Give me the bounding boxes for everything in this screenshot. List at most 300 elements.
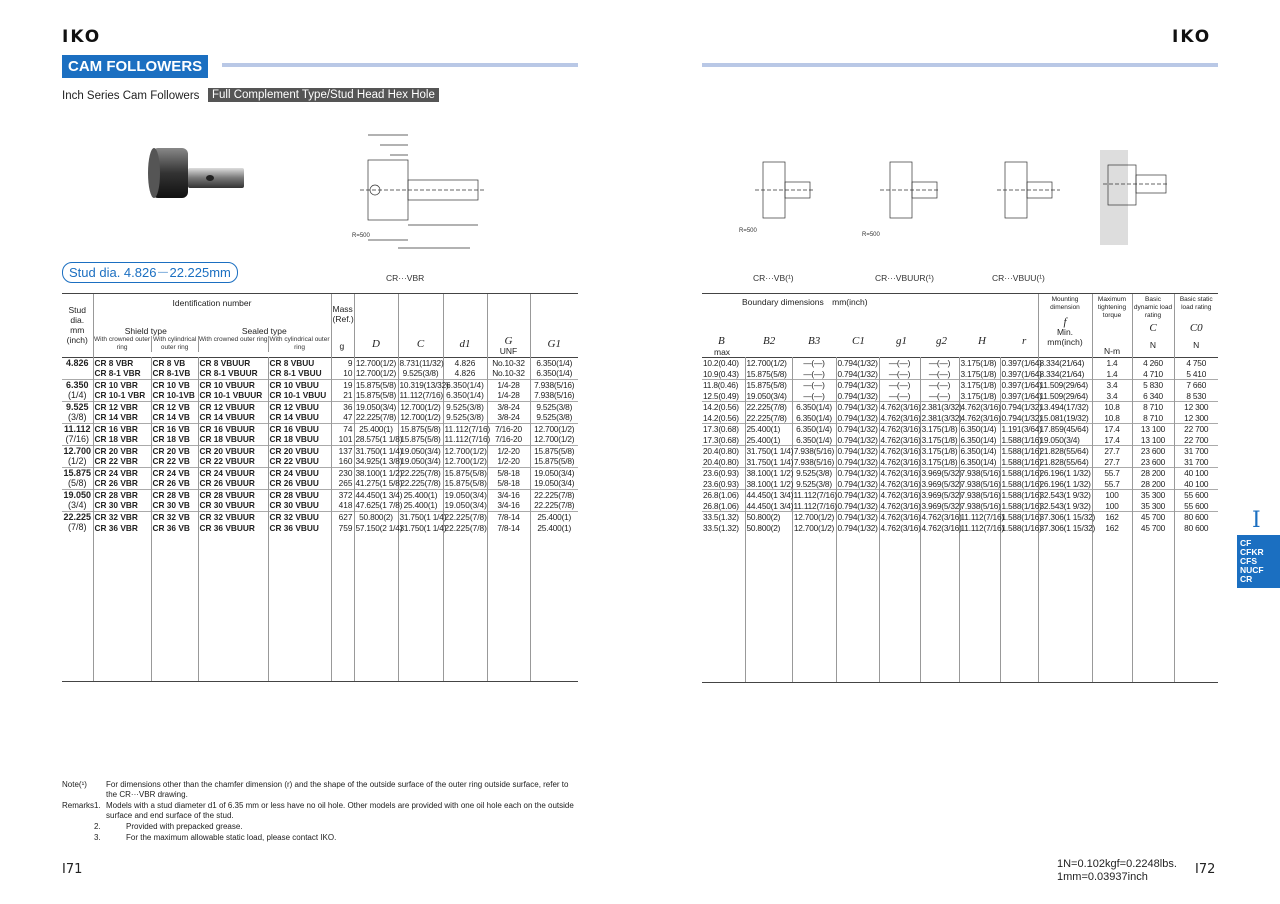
g2-value: 3.969(5/32) [921, 500, 962, 511]
D-value: 44.450(1 3/4) [355, 489, 403, 500]
side-tab[interactable] [1237, 535, 1280, 588]
B3-value: 6.350(1/4) [792, 413, 836, 424]
C-value: 15.875(5/8) [398, 423, 443, 434]
table-row [702, 369, 1218, 380]
spacer-cell [151, 533, 198, 681]
B2-value: 25.400(1) [745, 424, 792, 435]
torque-value: 100 [1092, 490, 1132, 501]
table-row [702, 435, 1218, 446]
dyn-load-value: 5 830 [1132, 380, 1174, 391]
D-value: 38.100(1 1/2) [355, 467, 403, 478]
sealed-cyl-id: CR 16 VBUU [268, 423, 331, 434]
B-value: 23.6(0.93) [702, 468, 745, 479]
r-value: 1.588(1/16) [1001, 490, 1042, 501]
note-label: Remarks1. [62, 801, 101, 810]
B-value: 33.5(1.32) [702, 512, 745, 523]
table-spacer [62, 533, 578, 681]
G-value: 5/8-18 [487, 467, 530, 478]
torque-value: 17.4 [1092, 424, 1132, 435]
D-value: 15.875(5/8) [355, 379, 397, 390]
stud-dia-inch: (3/4) [67, 499, 87, 510]
stud-dia-mm: 4.826 [65, 357, 89, 368]
stud-dia-mm: 6.350 [65, 379, 89, 390]
d1-header: d1 [443, 294, 487, 357]
G1-value: 6.350(1/4) [536, 368, 573, 379]
C-value: 12.700(1/2) [398, 401, 443, 412]
G1-value: 25.400(1) [537, 511, 572, 522]
g1-value: 4.762(3/16) [880, 523, 921, 533]
mass-value: 759 [331, 522, 354, 533]
B-value: 11.8(0.46) [702, 380, 745, 391]
sealed-crowned-id: CR 36 VBUUR [198, 522, 268, 533]
note-text: Provided with prepacked grease. [126, 822, 243, 831]
f-value: 15.081(19/32) [1038, 413, 1092, 424]
spacer-cell [792, 534, 836, 682]
C1-value: 0.794(1/32) [837, 402, 878, 413]
table-row [702, 501, 1218, 512]
note-item [62, 833, 578, 843]
shield-crowned-id: CR 10-1 VBR [93, 390, 151, 401]
stud-dia-inch: (7/16) [65, 433, 89, 444]
spacer-cell [1174, 534, 1218, 682]
caption-vbuur: CR···VBUUR(¹) [875, 273, 935, 283]
G-value: 1/4-28 [487, 390, 530, 401]
G1-value: 19.050(3/4) [534, 467, 575, 478]
mass-value: 21 [331, 390, 354, 401]
torque-value: 100 [1092, 501, 1132, 512]
ident-header: Identification number [172, 298, 252, 309]
f-value: 11.509(29/64) [1038, 380, 1092, 391]
sealed-crowned-id: CR 10 VBUUR [198, 379, 268, 390]
D-value: 19.050(3/4) [355, 401, 397, 412]
G1-value: 15.875(5/8) [534, 445, 575, 456]
d1-value: 12.700(1/2) [444, 445, 487, 456]
table-row [702, 358, 1218, 369]
sealed-crowned-id: CR 32 VBUUR [198, 511, 268, 522]
stud-dia-cell [62, 489, 93, 511]
C1-value: 0.794(1/32) [837, 390, 878, 401]
B3-value: —(—) [792, 358, 836, 369]
B-value: 14.2(0.56) [702, 402, 745, 413]
r-value: 1.588(1/16) [1001, 446, 1042, 457]
side-tab-item[interactable]: NUCF [1240, 565, 1264, 575]
r-value: 0.397(1/64) [1001, 368, 1042, 379]
section-title: CAM FOLLOWERS [62, 55, 208, 78]
f-value: 21.828(55/64) [1038, 446, 1092, 457]
H-value: 11.112(7/16) [960, 523, 1004, 533]
iko-logo-left: IKO [62, 27, 102, 47]
G1-value: 22.225(7/8) [534, 500, 575, 511]
table-row [62, 434, 578, 445]
r-value: 1.588(1/16) [1001, 523, 1042, 533]
note-item [62, 822, 578, 832]
D-value: 15.875(5/8) [355, 390, 397, 401]
B2-value: 15.875(5/8) [745, 380, 792, 391]
g1-value: —(—) [879, 391, 920, 402]
shield-crowned-id: CR 26 VBR [93, 478, 151, 489]
g2-value: 3.175(1/8) [921, 446, 958, 457]
f-value: 13.494(17/32) [1038, 402, 1092, 413]
table-row [62, 412, 578, 423]
torque-unit: N-m [1103, 346, 1121, 356]
spacer-cell [93, 533, 151, 681]
g1-value: 4.762(3/16) [880, 424, 921, 435]
g2-value: 3.175(1/8) [921, 424, 958, 435]
dyn-load-value: 8 710 [1132, 413, 1174, 424]
title-rule [222, 63, 578, 67]
H-value: 3.175(1/8) [959, 380, 1000, 391]
B3-value: 6.350(1/4) [792, 402, 836, 413]
g1-value: 4.762(3/16) [880, 500, 921, 511]
mass-value: 627 [331, 511, 354, 522]
C1-value: 0.794(1/32) [837, 512, 878, 523]
g1-value: 4.762(3/16) [880, 478, 921, 489]
subtitle-tag: Full Complement Type/Stud Head Hex Hole [208, 88, 439, 102]
B2-value: 38.100(1 1/2) [746, 478, 794, 489]
B3-value: 9.525(3/8) [792, 468, 836, 479]
torque-value: 55.7 [1092, 479, 1132, 490]
shield-crowned-id: CR 36 VBR [93, 522, 151, 533]
table-row [62, 511, 578, 522]
B-value: 12.5(0.49) [702, 391, 745, 402]
table-row [62, 368, 578, 379]
C-value: 12.700(1/2) [398, 412, 443, 423]
shield-cyl-id: CR 12 VB [151, 401, 198, 412]
dyn-load-value: 4 710 [1132, 369, 1174, 380]
B-value: 33.5(1.32) [702, 523, 745, 534]
B-value: 26.8(1.06) [702, 490, 745, 501]
B-value: 10.9(0.43) [702, 369, 745, 380]
d1-value: 19.050(3/4) [444, 489, 487, 500]
table-row [702, 446, 1218, 457]
f-value: 26.196(1 1/32) [1039, 468, 1091, 479]
stat-load-value: 31 700 [1184, 446, 1209, 457]
torque-value: 1.4 [1092, 369, 1132, 380]
shield-crowned-id: CR 16 VBR [93, 423, 151, 434]
G-value: 3/4-16 [487, 500, 530, 511]
sealed-cyl-id: CR 10 VBUU [268, 379, 331, 390]
table-row [702, 391, 1218, 402]
dyn-load-value: 35 300 [1132, 501, 1174, 512]
C1-value: 0.794(1/32) [837, 358, 878, 369]
shield-cyl-id: CR 30 VB [151, 500, 198, 511]
stud-dia-cell [62, 511, 93, 533]
C-value: 31.750(1 1/4) [399, 511, 447, 522]
C1-value: 0.794(1/32) [837, 446, 878, 457]
side-tab-item[interactable]: CFS [1240, 556, 1257, 566]
stud-dia-inch: (7/8) [67, 521, 87, 532]
note-label: 2. [94, 822, 101, 831]
torque-value: 162 [1092, 523, 1132, 534]
spacer-cell [920, 534, 959, 682]
sealed-crowned-id: CR 8 VBUUR [198, 357, 268, 368]
mass-value: 101 [331, 434, 354, 445]
stud-dia-inch: (3/8) [67, 411, 87, 422]
g1-value: —(—) [879, 369, 920, 380]
sealed-crowned-id: CR 14 VBUUR [198, 412, 268, 423]
G-value: 1/2-20 [487, 445, 530, 456]
shield-crowned-id: CR 14 VBR [93, 412, 151, 423]
sealed-crowned-id: CR 20 VBUUR [198, 445, 268, 456]
G-value: 1/4-28 [487, 379, 530, 390]
note-text: For dimensions other than the chamfer dimension (r) and the shape of the outside surface of the outer ring outside surface, refer to the CR···VBR drawing. [106, 780, 569, 799]
shield-crowned-id: CR 20 VBR [93, 445, 151, 456]
f-value: 37.306(1 15/32) [1039, 512, 1096, 523]
B2-value: 44.450(1 3/4) [746, 490, 794, 501]
mass-unit: g [339, 340, 345, 351]
sealed-crowned-id: CR 24 VBUUR [198, 467, 268, 478]
g1-value: 4.762(3/16) [880, 490, 921, 501]
g2-value: 4.762(3/16) [921, 512, 962, 523]
G-value: No.10-32 [487, 368, 530, 379]
B2-value: 31.750(1 1/4) [746, 446, 794, 457]
H-value: 6.350(1/4) [959, 424, 1000, 435]
stat-load-value: 12 300 [1184, 412, 1209, 423]
dyn-load-value: 13 100 [1132, 435, 1174, 446]
boundary-header: Boundary dimensions [742, 297, 824, 307]
shield-cyl-header: With cylindrical outer ring [152, 336, 199, 352]
page-number-right: I72 [1195, 862, 1216, 877]
g2-value: 2.381(3/32) [921, 412, 962, 423]
shield-crowned-header: With crowned outer ring [94, 336, 151, 352]
svg-text:R=500: R=500 [862, 232, 880, 238]
D-value: 57.150(2 1/4) [355, 522, 403, 533]
B2-value: 25.400(1) [745, 435, 792, 446]
stat-load-value: 4 750 [1186, 358, 1207, 369]
mass-value: 19 [331, 379, 354, 390]
D-value: 25.400(1) [354, 423, 398, 434]
shield-cyl-id: CR 22 VB [151, 456, 198, 467]
caption-vb: CR···VB(¹) [753, 273, 794, 283]
side-tab-item[interactable]: CF [1240, 538, 1252, 548]
H-header: H [978, 335, 986, 347]
stat-load-value: 55 600 [1184, 490, 1209, 501]
spacer-cell [398, 533, 443, 681]
d1-value: 15.875(5/8) [444, 467, 487, 478]
dyn-load-value: 45 700 [1132, 523, 1174, 534]
drawing-caption-vbr: CR···VBR [386, 273, 425, 283]
B-value: 17.3(0.68) [702, 424, 745, 435]
G1-value: 12.700(1/2) [534, 423, 575, 434]
r-value: 1.588(1/16) [1001, 500, 1042, 511]
d1-value: 19.050(3/4) [444, 500, 487, 511]
D-value: 50.800(2) [354, 511, 398, 522]
B3-header: B3 [808, 335, 821, 347]
C1-value: 0.794(1/32) [837, 478, 878, 489]
stat-load-value: 22 700 [1184, 424, 1209, 435]
f-min: Min. [1056, 327, 1074, 337]
G1-value: 22.225(7/8) [534, 489, 575, 500]
B2-value: 31.750(1 1/4) [746, 456, 794, 467]
B2-value: 22.225(7/8) [745, 402, 792, 413]
cr-vbr-drawing [340, 125, 500, 255]
stat-load-value: 40 100 [1184, 468, 1209, 479]
stud-dia-mm: 22.225 [63, 511, 92, 522]
r-value: 1.588(1/16) [1001, 512, 1042, 523]
G1-value: 7.938(5/16) [534, 379, 575, 390]
C-value: 19.050(3/4) [398, 445, 443, 456]
G-value: 7/16-20 [487, 423, 530, 434]
C-value: 19.050(3/4) [398, 456, 443, 467]
sealed-cyl-id: CR 10-1 VBUU [268, 390, 331, 401]
B3-value: 11.112(7/16) [793, 490, 837, 501]
stud-dia-mm: 12.700 [63, 445, 92, 456]
D-value: 12.700(1/2) [355, 357, 397, 368]
table-row [62, 379, 578, 390]
conversion-note [1057, 858, 1177, 884]
sealed-crowned-id: CR 30 VBUUR [198, 500, 268, 511]
note-text: Models with a stud diameter d1 of 6.35 mm or less have no oil hole. Other models are provided with one oil hole each on the outside surface and end surface of the stud. [106, 801, 574, 820]
d1-value: 9.525(3/8) [443, 412, 487, 423]
mass-header: Mass (Ref.) [332, 304, 354, 324]
f-unit: mm(inch) [1047, 337, 1083, 347]
B2-header: B2 [763, 335, 776, 347]
G-value: 7/16-20 [487, 434, 530, 445]
table-row [702, 468, 1218, 479]
C1-value: 0.794(1/32) [837, 456, 878, 467]
shield-cyl-id: CR 32 VB [151, 511, 198, 522]
r-value: 1.588(1/16) [1001, 478, 1042, 489]
table-row [702, 424, 1218, 435]
side-tab-item[interactable]: CR [1240, 574, 1253, 584]
svg-text:R=500: R=500 [352, 233, 370, 239]
H-value: 4.762(3/16) [960, 402, 1001, 413]
G1-value: 15.875(5/8) [534, 456, 575, 467]
B2-value: 50.800(2) [745, 523, 792, 534]
B3-value: 7.938(5/16) [793, 456, 835, 467]
sealed-crowned-id: CR 8-1 VBUUR [198, 368, 268, 379]
g2-value: 3.969(5/32) [921, 468, 962, 479]
stud-dia-cell [62, 379, 93, 401]
torque-value: 10.8 [1092, 413, 1132, 424]
g1-value: 4.762(3/16) [880, 402, 921, 413]
C-value: 22.225(7/8) [398, 467, 443, 478]
table-row [702, 402, 1218, 413]
sealed-cyl-id: CR 24 VBUU [268, 467, 331, 478]
table-row [62, 423, 578, 434]
f-value: 8.334(21/64) [1038, 358, 1092, 369]
stat-load-value: 7 660 [1186, 380, 1207, 391]
C1-value: 0.794(1/32) [837, 380, 878, 391]
g2-value: 4.762(3/16) [921, 523, 962, 533]
mass-value: 10 [331, 368, 354, 379]
shield-cyl-id: CR 24 VB [151, 467, 198, 478]
d1-value: 22.225(7/8) [444, 511, 487, 522]
shield-cyl-id: CR 8-1VB [151, 368, 198, 379]
stat-load-value: 5 410 [1186, 368, 1207, 379]
C-value: 11.112(7/16) [399, 390, 443, 401]
side-letter: I [1252, 508, 1261, 533]
stud-dia-cell [62, 357, 93, 379]
g1-value: 4.762(3/16) [880, 434, 921, 445]
B3-value: 12.700(1/2) [793, 523, 835, 533]
left-spec-table [62, 293, 578, 682]
B3-value: —(—) [792, 391, 836, 402]
g2-value: 3.969(5/32) [921, 490, 962, 501]
stud-dia-mm: 15.875 [63, 467, 92, 478]
mass-value: 137 [331, 445, 354, 456]
D-value: 34.925(1 3/8) [355, 456, 403, 467]
r-header: r [1022, 335, 1027, 347]
f-header-cell [1038, 294, 1092, 358]
sealed-crowned-id: CR 28 VBUUR [198, 489, 268, 500]
sealed-crowned-id: CR 10-1 VBUUR [198, 390, 268, 401]
torque-value: 1.4 [1092, 358, 1132, 369]
f-value: 32.543(1 9/32) [1039, 490, 1091, 501]
G1-value: 9.525(3/8) [536, 401, 573, 412]
shield-crowned-id: CR 12 VBR [93, 401, 151, 412]
C1-value: 0.794(1/32) [837, 368, 878, 379]
B3-value: 6.350(1/4) [792, 424, 836, 435]
dyn-unit: N [1149, 340, 1157, 350]
spacer-cell [1132, 534, 1174, 682]
C-value: 31.750(1 1/4) [399, 522, 447, 533]
C-value: 9.525(3/8) [398, 368, 443, 379]
sealed-crowned-id: CR 22 VBUUR [198, 456, 268, 467]
iko-logo-right: IKO [1172, 27, 1212, 47]
C1-value: 0.794(1/32) [837, 523, 878, 533]
H-value: 3.175(1/8) [959, 369, 1000, 380]
sealed-crowned-id: CR 12 VBUUR [198, 401, 268, 412]
r-value: 0.397(1/64) [1001, 390, 1042, 401]
sealed-cyl-id: CR 26 VBUU [268, 478, 331, 489]
G-value: 5/8-18 [487, 478, 530, 489]
f-desc: Mounting dimension [1050, 296, 1080, 311]
page-number-left: I71 [62, 862, 83, 877]
shield-cyl-id: CR 26 VB [151, 478, 198, 489]
C-value: 25.400(1) [398, 500, 443, 511]
d1-value: 11.112(7/16) [444, 434, 491, 445]
f-value: 26.196(1 1/32) [1039, 478, 1091, 489]
C1-value: 0.794(1/32) [837, 468, 878, 479]
sealed-cyl-id: CR 8 VBUU [268, 357, 331, 368]
torque-header-cell [1092, 294, 1132, 358]
torque-value: 10.8 [1092, 402, 1132, 413]
C-value: 10.319(13/32) [399, 379, 449, 390]
B2-value: 50.800(2) [745, 512, 792, 523]
table-row [62, 467, 578, 478]
B2-value: 19.050(3/4) [745, 391, 792, 402]
C-value: 25.400(1) [398, 489, 443, 500]
H-value: 7.938(5/16) [960, 490, 1001, 501]
note-label: 3. [94, 833, 101, 842]
C1-value: 0.794(1/32) [837, 412, 878, 423]
right-spec-table [702, 293, 1218, 683]
table-row [62, 445, 578, 456]
shield-cyl-id: CR 18 VB [151, 434, 198, 445]
B3-value: 7.938(5/16) [793, 446, 835, 457]
f-value: 21.828(55/64) [1038, 457, 1092, 468]
table-row [702, 523, 1218, 534]
sealed-cyl-id: CR 12 VBUU [268, 401, 331, 412]
dyn-header-cell [1132, 294, 1174, 358]
mass-value: 372 [331, 489, 354, 500]
r-value: 1.588(1/16) [1001, 468, 1042, 479]
side-tab-item[interactable]: CFKR [1240, 547, 1264, 557]
g2-value: —(—) [920, 391, 959, 402]
r-value: 0.794(1/32) [1001, 402, 1042, 413]
stud-dia-mm: 19.050 [63, 489, 92, 500]
r-value: 1.191(3/64) [1001, 424, 1042, 435]
stud-dia-inch: (5/8) [67, 477, 87, 488]
torque-value: 55.7 [1092, 468, 1132, 479]
spacer-cell [443, 533, 487, 681]
table-row [702, 479, 1218, 490]
stat-load-value: 55 600 [1184, 500, 1209, 511]
B3-value: 12.700(1/2) [793, 512, 835, 523]
B2-value: 15.875(5/8) [745, 369, 792, 380]
f-value: 8.334(21/64) [1038, 369, 1092, 380]
